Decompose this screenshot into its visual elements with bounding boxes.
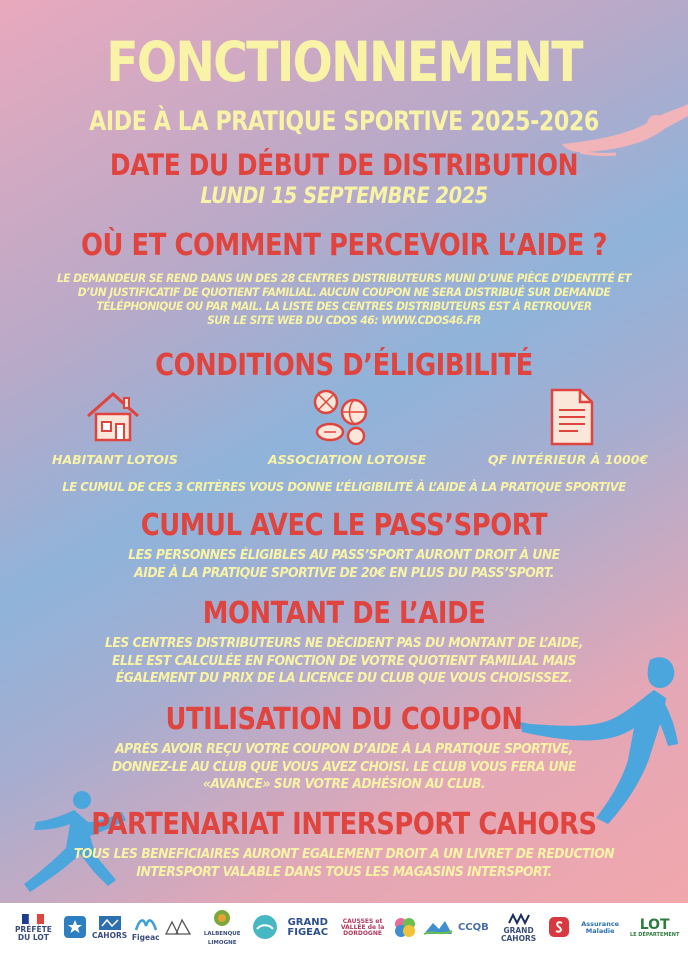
coupon-line: DONNEZ-LE AU CLUB QUE VOUS AVEZ CHOISI. LE CLUB VOUS FERA UNE [112, 759, 576, 775]
where-heading: OÙ ET COMMENT PERCEVOIR L’AIDE ? [80, 228, 608, 263]
french-flag-icon [22, 914, 44, 924]
eligibility-summary: LE CUMUL DE CES 3 CRITÈRES VOUS DONNE L’ÉLIGIBILITÉ À L’AIDE À LA PRATIQUE SPORTIVE [62, 479, 626, 494]
page-subtitle: AIDE À LA PRATIQUE SPORTIVE 2025-2026 [89, 106, 599, 137]
partnership-line: INTERSPORT VALABLE DANS TOUS LES MAGASINS INTERSPORT. [136, 864, 552, 880]
amount-line: LES CENTRES DISTRIBUTEURS NE DÉCIDENT PAS DU MONTANT DE L’AIDE, [105, 636, 583, 651]
distribution-heading: DATE DU DÉBUT DE DISTRIBUTION [109, 148, 579, 182]
lalbenque-limogne-logo: LALBENQUE LIMOGNE [197, 909, 247, 947]
amount-text [17, 635, 671, 688]
distribution-date: LUNDI 15 SEPTEMBRE 2025 [200, 184, 488, 209]
where-line: LE DEMANDEUR SE REND DANS UN DES 28 CENTRES DISTRIBUTEURS MUNI D’UNE PIÈCE D’IDENTITÉ ET [56, 272, 632, 285]
pass-sport-text [17, 547, 671, 582]
vallee-du-lot-logo [423, 918, 453, 938]
amount-line: ELLE EST CALCULÉE EN FONCTION DE VOTRE QUOTIENT FAMILIAL MAIS [111, 653, 577, 669]
pass-sport-line: LES PERSONNES ÉLIGIBLES AU PASS’SPORT AURONT DROIT À UNE [128, 548, 560, 563]
page-title: FONCTIONNEMENT [106, 30, 582, 94]
coupon-line: APRÈS AVOIR REÇU VOTRE COUPON D’AIDE À LA PRATIQUE SPORTIVE, [115, 742, 573, 757]
grand-figeac-logo: GRAND FIGEAC [287, 916, 329, 938]
cauvaldor-icon [252, 914, 278, 940]
where-line: D’UN JUSTIFICATIF DE QUOTIENT FAMILIAL. AUCUN COUPON NE SERA DISTRIBUÉ SUR DEMANDE [77, 286, 611, 299]
quercy-logo [392, 915, 418, 941]
figeac-logo: Figeac [132, 914, 160, 942]
lot-departement-logo: LOT LE DÉPARTEMENT [629, 917, 680, 938]
ccqb-logo: CCQB [457, 921, 489, 933]
assurance-maladie-logo: Assurance Maladie [581, 920, 620, 935]
sports-balls-icon [310, 386, 372, 448]
criterion-label-association: ASSOCIATION LOTOISE [268, 452, 427, 467]
caisse-solieu-logo [548, 916, 570, 940]
partnership-heading: PARTENARIAT INTERSPORT CAHORS [91, 807, 597, 842]
grand-cahors-icon [507, 913, 531, 925]
where-line: SUR LE SITE WEB DU CDOS 46: WWW.CDOS46.FR [207, 314, 481, 327]
pass-sport-line: AIDE À LA PRATIQUE SPORTIVE DE 20€ EN PLUS DU PASS’SPORT. [134, 565, 554, 581]
cauvaldor-logo [252, 914, 278, 942]
where-text [17, 272, 671, 328]
house-icon [82, 386, 144, 448]
partnership-text [17, 846, 671, 881]
flower-icon [392, 915, 418, 939]
grand-cahors-logo: GRAND CAHORS [494, 913, 544, 943]
amount-line: ÉGALEMENT DU PRIX DE LA LICENCE DU CLUB QUE VOUS CHOISISSEZ. [115, 671, 573, 687]
causses-vallee-dordogne-logo: CAUSSES et VALLÉE de la DORDOGNE [340, 917, 385, 938]
pass-sport-heading: CUMUL AVEC LE PASS’SPORT [140, 508, 548, 543]
criterion-label-qf: QF INTÉRIEUR À 1000€ [488, 452, 649, 467]
eligibility-heading: CONDITIONS D’ÉLIGIBILITÉ [155, 348, 533, 383]
cahors-ville-logo: CAHORS [92, 916, 127, 940]
criterion-label-habitant: HABITANT LOTOIS [52, 452, 178, 467]
partner-logos-strip [0, 903, 688, 953]
where-line: TÉLÉPHONIQUE OU PAR MAIL. LA LISTE DES CENTRES DISTRIBUTEURS EST À RETROUVER [96, 300, 592, 313]
prefete-du-lot-logo: PRÉFÈTE DU LOT [8, 914, 58, 942]
coupon-text [17, 741, 671, 794]
star-emblem-logo [63, 915, 87, 941]
coupon-heading: UTILISATION DU COUPON [165, 702, 523, 737]
figeac-icon [134, 914, 158, 932]
document-icon [540, 386, 602, 448]
causse-logo [164, 918, 192, 938]
partnership-line: TOUS LES BENEFICIAIRES AURONT EGALEMENT DROIT A UN LIVRET DE REDUCTION [73, 847, 615, 862]
lalbenque-icon [212, 909, 232, 927]
amount-heading: MONTANT DE L’AIDE [202, 596, 486, 631]
coupon-line: «AVANCE» SUR VOTRE ADHÉSION AU CLUB. [202, 777, 486, 793]
trees-icon [164, 918, 192, 936]
valley-icon [423, 918, 453, 936]
cahors-icon [99, 916, 121, 930]
star-emblem-icon [63, 915, 87, 939]
caisse-icon [548, 916, 570, 938]
